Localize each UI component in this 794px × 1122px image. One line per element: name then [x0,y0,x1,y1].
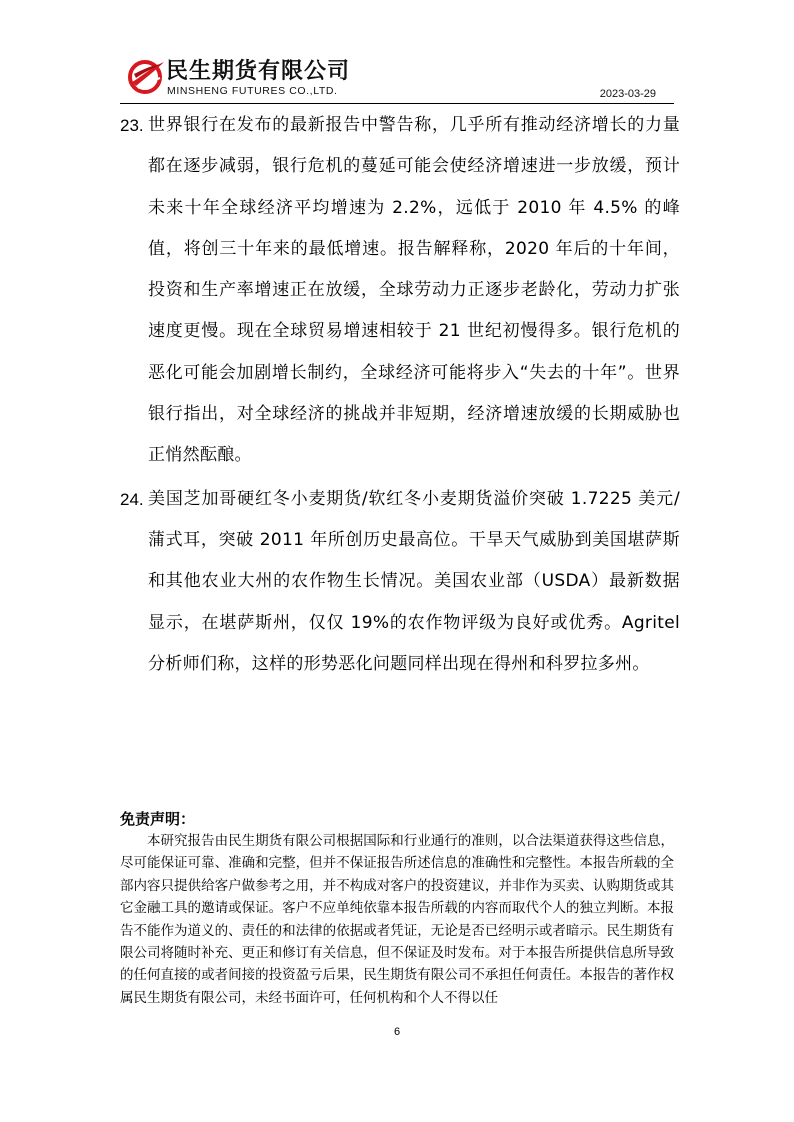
minsheng-logo-icon [126,56,166,96]
page-header [120,52,674,104]
news-item [120,479,680,685]
news-list [120,105,680,685]
disclaimer-title: 免责声明： [120,810,196,828]
company-name-en: MINSHENG FUTURES CO.,LTD. [167,85,338,97]
page-number: 6 [393,1026,401,1038]
item-text: 美国芝加哥硬红冬小麦期货/软红冬小麦期货溢价突破 1.7225 美元/蒲式耳，突破 2011 年所创历史最高位。干旱天气威胁到美国堪萨斯和其他农业大州的农作物生长情况。美国农业部（USDA）最新数据显示，在堪萨斯州，仅仅 19%的农作物评级为良好或优秀。Agritel 分析师们称，这样的形势恶化问题同样出现在得州和科罗拉多州。 [148,488,680,674]
disclaimer-section [120,808,674,1032]
report-date: 2023-03-29 [599,88,656,100]
item-number: 24. [120,489,144,509]
company-name-cn: 民生期货有限公司 [166,59,351,84]
disclaimer-text: 本研究报告由民生期货有限公司根据国际和行业通行的准则，以合法渠道获得这些信息，尽可能保证可靠、准确和完整，但并不保证报告所述信息的准确性和完整性。本报告所载的全部内容只提供给客户做参考之用，并不构成对客户的投资建议，并非作为买卖、认购期货或其它金融工具的邀请或保证。客户不应单纯依靠本报告所载的内容而取代个人的独立判断。本报告不能作为道义的、责任的和法律的依据或者凭证，无论是否已经明示或者暗示。民生期货有限公司将随时补充、更正和修订有关信息，但不保证及时发布。对于本报告所提供信息所导致的任何直接的或者间接的投资盈亏后果，民生期货有限公司不承担任何责任。本报告的著作权属民生期货有限公司，未经书面许可，任何机构和个人不得以任 [120,833,674,1006]
header-divider [120,103,674,104]
item-text: 世界银行在发布的最新报告中警告称，几乎所有推动经济增长的力量都在逐步减弱，银行危机的蔓延可能会使经济增速进一步放缓，预计未来十年全球经济平均增速为 2.2%，远低于 2010 年 4.5% 的峰值，将创三十年来的最低增速。报告解释称，2020 年后的十年间，投资和生产率增速正在放缓，全球劳动力正逐步老龄化，劳动力扩张速度更慢。现在全球贸易增速相较于 21 世纪初慢得多。银行危机的恶化可能会加剧增长制约，全球经济可能将步入“失去的十年”。世界银行指出，对全球经济的挑战并非短期，经济增速放缓的长期威胁也正悄然酝酿。 [148,115,680,466]
item-number: 23. [120,116,144,135]
news-item [120,105,680,477]
